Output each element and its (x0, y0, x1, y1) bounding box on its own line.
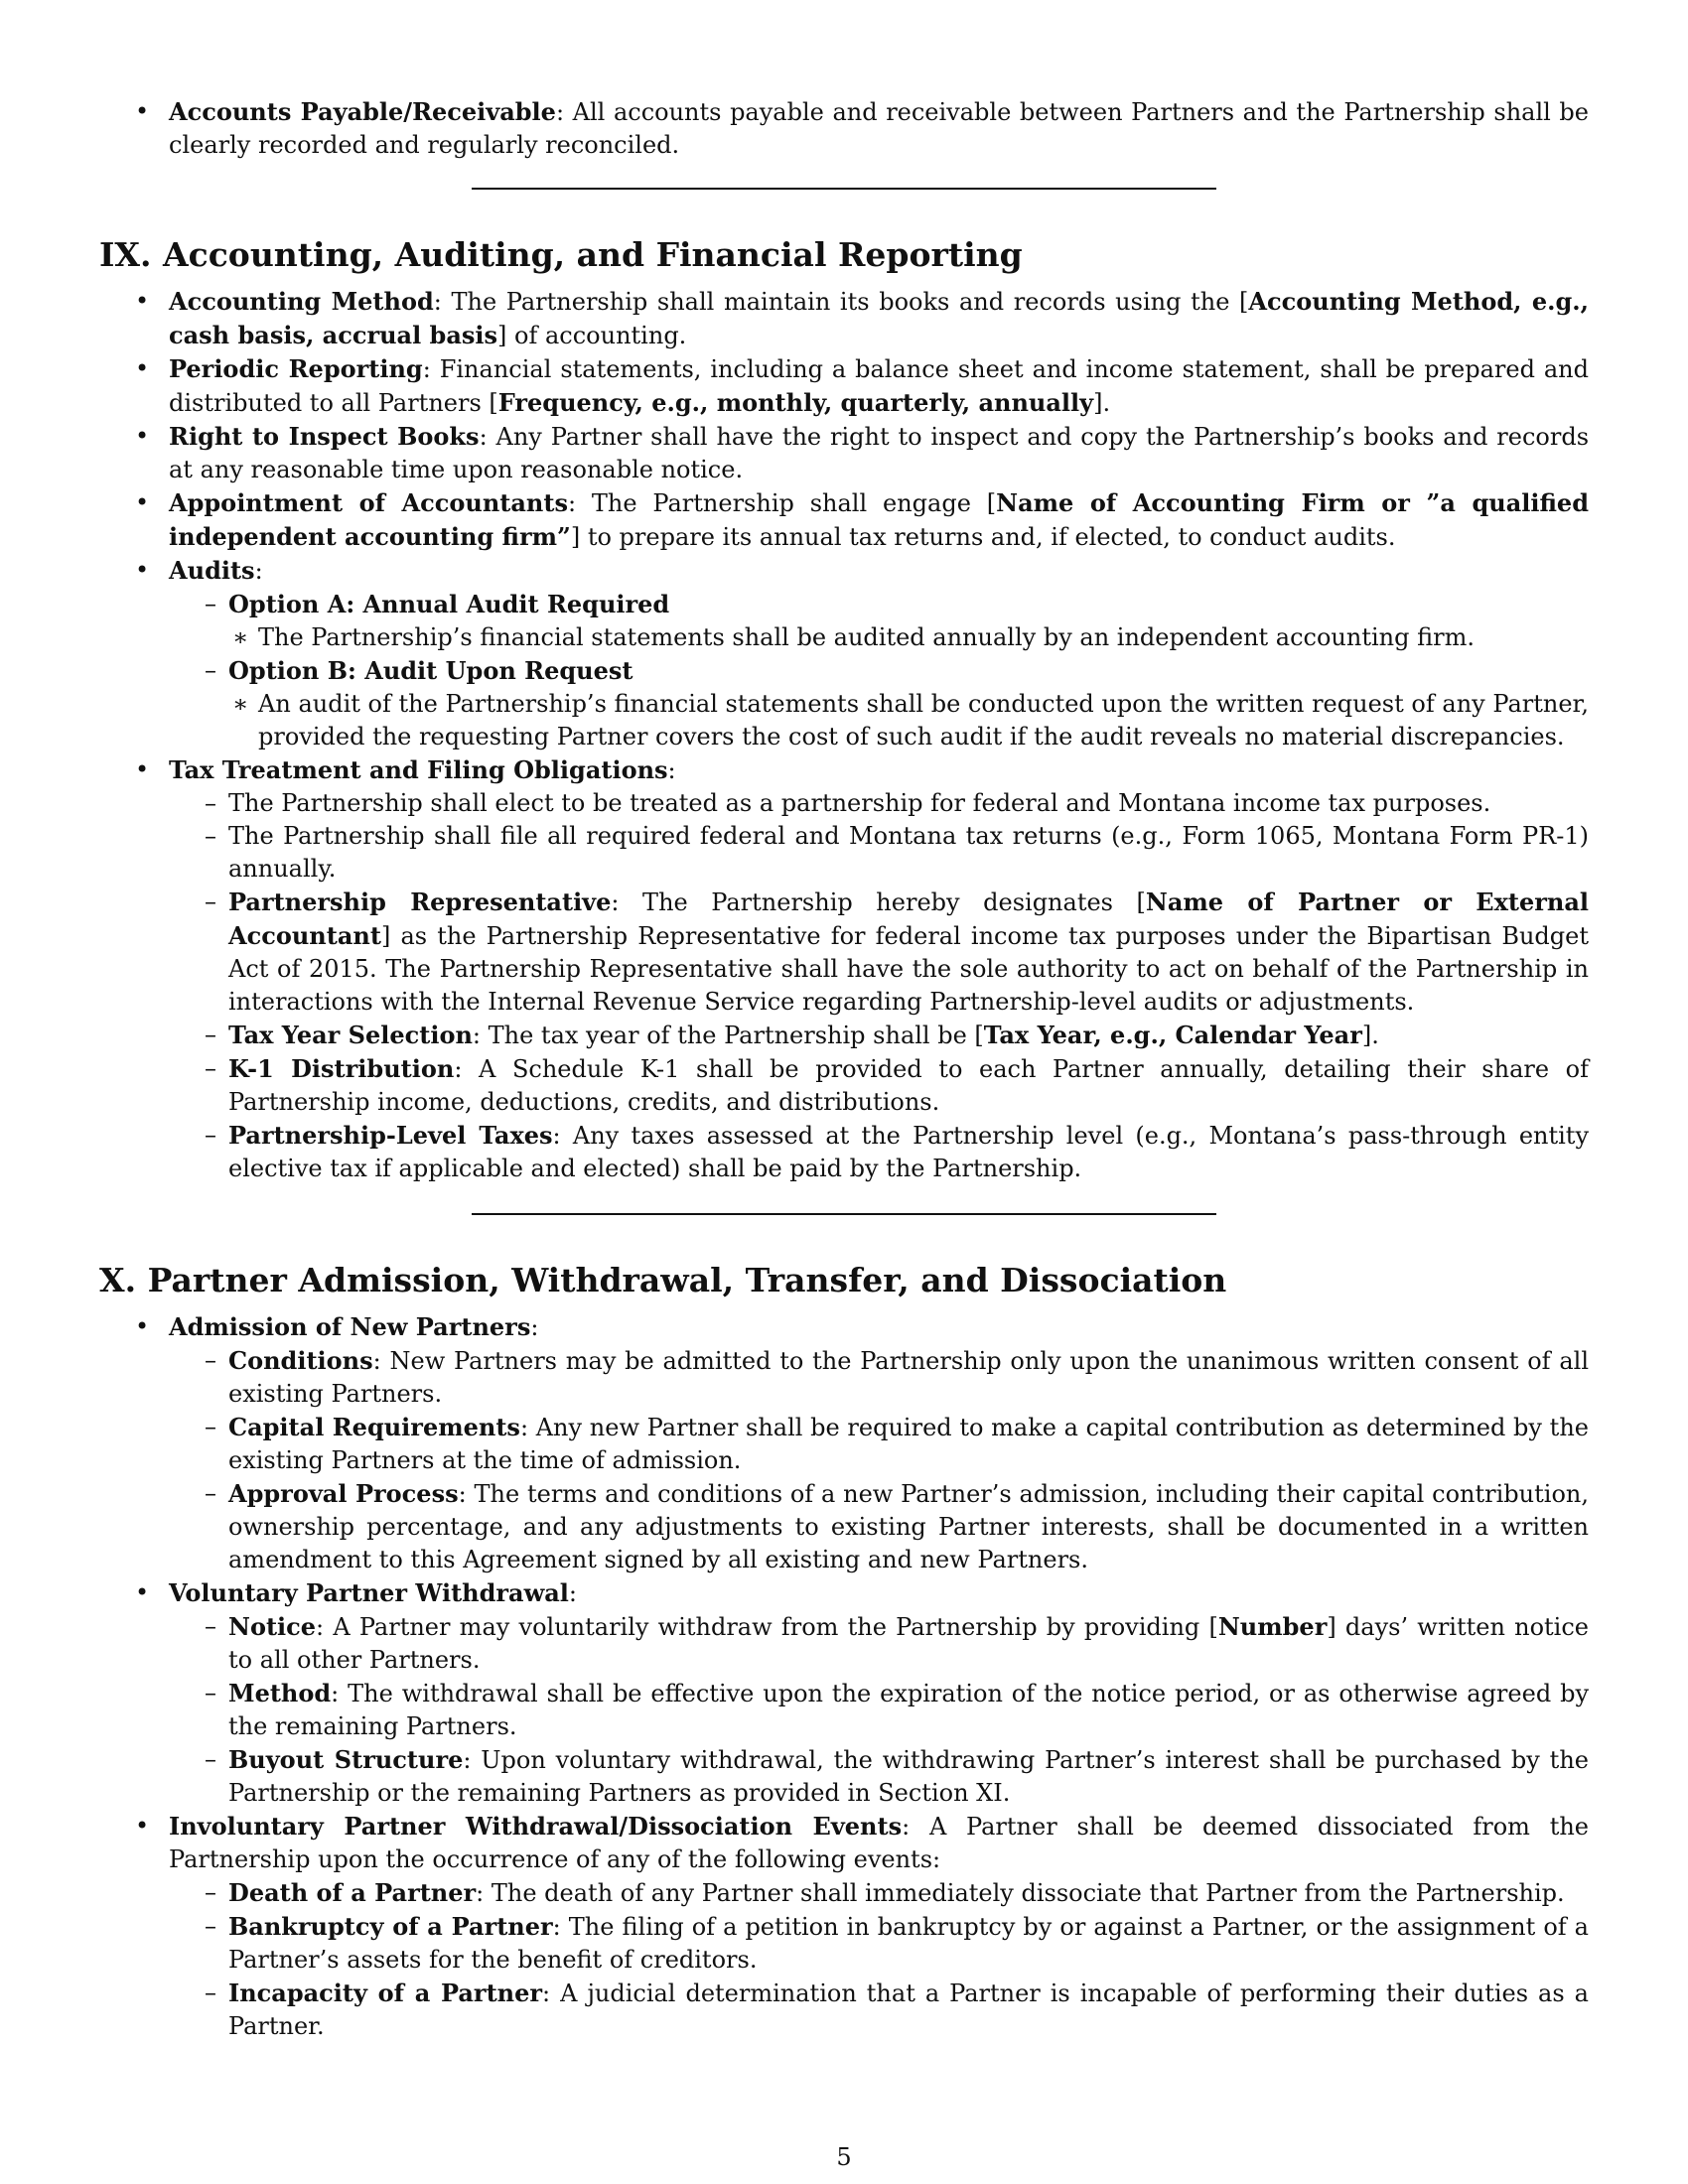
item-text: : (667, 756, 676, 784)
star-marker: ∗ (232, 690, 249, 718)
list-item (169, 1344, 1589, 1411)
item-term: Bankruptcy of a Partner (228, 1912, 553, 1941)
placeholder-text: Name of Partner or External Accountant (228, 887, 1590, 950)
dash-marker: – (205, 1346, 216, 1374)
item-text: : A Schedule K-1 shall be provided to each Partner annually, detailing their share of Partnership income, deductions, credits, and distributions. (228, 1055, 1590, 1116)
list-item (228, 688, 1589, 753)
dash-marker: – (205, 1912, 216, 1940)
item-term: Approval Process (228, 1479, 459, 1508)
section-divider (472, 188, 1216, 190)
list-item (99, 753, 1589, 1185)
dash-marker: – (205, 1878, 216, 1906)
list-item (169, 1119, 1589, 1185)
item-term: Accounts Payable/Receivable (169, 97, 556, 126)
item-text: The Partnership shall file all required federal and Montana tax returns (e.g., Form 1065, Montana Form PR-1) annually. (228, 822, 1589, 883)
item-term: Tax Treatment and Filing Obligations (169, 755, 668, 784)
bullet-marker: • (135, 488, 150, 516)
item-term: Notice (228, 1612, 317, 1641)
item-term: Partnership-Level Taxes (228, 1121, 553, 1150)
list-item (169, 1477, 1589, 1576)
item-text: : New Partners may be admitted to the Partnership only upon the unanimous written consent of all existing Partners. (228, 1347, 1589, 1408)
option-detail-list (228, 621, 1589, 654)
list-item (228, 621, 1589, 654)
item-text: : A judicial determination that a Partner is incapable of performing their duties as a Partner. (228, 1979, 1589, 2040)
item-term: Death of a Partner (228, 1878, 477, 1907)
list-item (169, 1677, 1589, 1743)
list-item (169, 1610, 1589, 1677)
item-term: Buyout Structure (228, 1745, 464, 1774)
item-text: ] of accounting. (497, 322, 687, 349)
page-content (99, 95, 1589, 2043)
list-item (169, 1977, 1589, 2043)
bullet-marker: • (135, 556, 150, 584)
involuntary-list (169, 1876, 1589, 2043)
list-item (169, 1876, 1589, 1910)
item-text: ]. (1093, 389, 1111, 417)
item-term: Audits (169, 556, 255, 585)
item-term: Appointment of Accountants (169, 488, 568, 517)
bullet-marker: • (135, 97, 150, 125)
item-term: Method (228, 1679, 332, 1707)
section-divider (472, 1213, 1216, 1215)
bullet-marker: • (135, 1578, 150, 1606)
item-term: Accounting Method (169, 287, 434, 316)
list-item (99, 95, 1589, 162)
dash-marker: – (205, 1612, 216, 1640)
list-item (99, 420, 1589, 486)
item-text: ] days’ written notice to all other Partners. (228, 1613, 1590, 1674)
item-text: : Financial statements, including a balance sheet and income statement, shall be prepared and distributed to all Partners [ (169, 355, 1590, 417)
list-item (169, 1743, 1589, 1810)
section-heading-x: X. Partner Admission, Withdrawal, Transfer, and Dissociation (99, 1261, 1227, 1299)
dash-marker: – (205, 1979, 216, 2006)
list-item (169, 886, 1589, 1019)
list-item (99, 352, 1589, 420)
bullet-marker: • (135, 1312, 150, 1340)
bullet-marker: • (135, 354, 150, 382)
list-item (169, 588, 1589, 654)
dash-marker: – (205, 1021, 216, 1048)
dash-marker: – (205, 1745, 216, 1773)
item-term: Incapacity of a Partner (228, 1979, 543, 2007)
item-text: ] as the Partnership Representative for federal income tax purposes under the Bipartisan Budget Act of 2015. The Partnership Representative shall have the sole authority to act on behalf of the Partnership in interactions with the Internal Revenue Service regarding Partnership-level audits or adjustments. (228, 922, 1589, 1016)
list-item (99, 1310, 1589, 1576)
tax-list (169, 787, 1589, 1185)
star-marker: ∗ (232, 623, 249, 651)
item-text: : The Partnership shall maintain its books and records using the [ (433, 288, 1249, 316)
item-text: ]. (1361, 1022, 1379, 1049)
placeholder-text: Frequency, e.g., monthly, quarterly, annually (497, 388, 1094, 417)
page-number: 5 (836, 2143, 852, 2171)
item-term: Partnership Representative (228, 887, 612, 916)
list-item (169, 1411, 1589, 1477)
list-item (169, 1019, 1589, 1052)
bullet-marker: • (135, 287, 150, 315)
admission-list (169, 1344, 1589, 1576)
item-text: : A Partner shall be deemed dissociated from the Partnership upon the occurrence of any of the following events: (169, 1813, 1589, 1873)
list-item (99, 1810, 1589, 2043)
option-title: Option A: Annual Audit Required (228, 590, 670, 618)
placeholder-text: Name of Accounting Firm or ”a qualified independent accounting firm” (169, 488, 1589, 551)
dash-marker: – (205, 1054, 216, 1082)
list-item (99, 554, 1589, 753)
item-text: : The death of any Partner shall immediately dissociate that Partner from the Partnership. (476, 1879, 1565, 1907)
item-text: : Any new Partner shall be required to make a capital contribution as determined by the existing Partners at the time of admission. (228, 1414, 1589, 1474)
item-text: : (530, 1313, 539, 1341)
item-text: : The filing of a petition in bankruptcy by or against a Partner, or the assignment of a Partner’s assets for the benefit of creditors. (228, 1913, 1589, 1974)
placeholder-text: Number (1217, 1612, 1328, 1641)
item-text: : Any taxes assessed at the Partnership level (e.g., Montana’s pass-through entity elective tax if applicable and elected) shall be paid by the Partnership. (228, 1122, 1589, 1182)
dash-marker: – (205, 590, 216, 617)
item-text: : Upon voluntary withdrawal, the withdrawing Partner’s interest shall be purchased by the Partnership or the remaining Partners as provided in Section XI. (228, 1746, 1589, 1807)
dash-marker: – (205, 789, 216, 817)
list-item (169, 787, 1589, 820)
bullet-marker: • (135, 755, 150, 783)
item-text: : Any Partner shall have the right to inspect and copy the Partnership’s books and records at any reasonable time upon reasonable notice. (169, 423, 1590, 483)
item-term: Periodic Reporting (169, 354, 423, 383)
dash-marker: – (205, 887, 216, 915)
option-title: Option B: Audit Upon Request (228, 656, 633, 685)
bullet-marker: • (135, 422, 150, 450)
item-text: : (254, 557, 263, 585)
item-text: : The withdrawal shall be effective upon the expiration of the notice period, or as otherwise agreed by the remaining Partners. (228, 1680, 1589, 1740)
item-term: Conditions (228, 1346, 373, 1375)
list-item (99, 1576, 1589, 1810)
placeholder-text: Tax Year, e.g., Calendar Year (983, 1021, 1362, 1049)
item-text: ] to prepare its annual tax returns and, if elected, to conduct audits. (570, 523, 1396, 551)
item-term: Tax Year Selection (228, 1021, 473, 1049)
list-item (99, 486, 1589, 554)
item-text: : All accounts payable and receivable between Partners and the Partnership shall be clearly recorded and regularly reconciled. (169, 98, 1589, 159)
item-term: Involuntary Partner Withdrawal/Dissociation Events (169, 1812, 903, 1841)
item-text: An audit of the Partnership’s financial statements shall be conducted upon the written request of any Partner, provided the requesting Partner covers the cost of such audit if the audit reveals no material discrepancies. (258, 690, 1589, 751)
item-text: : The Partnership hereby designates [ (611, 888, 1146, 916)
list-item (169, 820, 1589, 886)
item-text: : A Partner may voluntarily withdraw from the Partnership by providing [ (316, 1613, 1218, 1641)
item-term: Admission of New Partners (169, 1312, 531, 1341)
section-heading-ix: IX. Accounting, Auditing, and Financial Reporting (99, 235, 1023, 274)
item-text: : The terms and conditions of a new Partner’s admission, including their capital contribution, ownership percentage, and any adjustments to existing Partner interests, shall be documented in a written amendment to this Agreement signed by all existing and new Partners. (228, 1480, 1589, 1573)
audit-options-list (169, 588, 1589, 753)
item-text: The Partnership’s financial statements shall be audited annually by an independent accounting firm. (258, 623, 1475, 651)
item-text: : (568, 1579, 578, 1607)
voluntary-list (169, 1610, 1589, 1810)
dash-marker: – (205, 1121, 216, 1149)
dash-marker: – (205, 1413, 216, 1440)
option-detail-list (228, 688, 1589, 753)
list-item (99, 285, 1589, 352)
placeholder-text: Accounting Method, e.g., cash basis, accrual basis (169, 287, 1590, 349)
item-text: : The tax year of the Partnership shall be [ (472, 1022, 984, 1049)
bullet-marker: • (135, 1812, 150, 1840)
item-term: Right to Inspect Books (169, 422, 480, 451)
dash-marker: – (205, 656, 216, 684)
section-x-list (99, 1310, 1589, 2043)
item-term: Capital Requirements (228, 1413, 520, 1441)
section-ix-list (99, 285, 1589, 1185)
list-item (169, 1910, 1589, 1977)
item-term: Voluntary Partner Withdrawal (169, 1578, 569, 1607)
item-text: : The Partnership shall engage [ (567, 489, 997, 517)
list-item (169, 1052, 1589, 1119)
item-term: K-1 Distribution (228, 1054, 455, 1083)
top-list (99, 95, 1589, 162)
dash-marker: – (205, 1479, 216, 1507)
list-item (169, 654, 1589, 753)
dash-marker: – (205, 1679, 216, 1706)
item-text: The Partnership shall elect to be treated as a partnership for federal and Montana income tax purposes. (228, 789, 1491, 817)
dash-marker: – (205, 822, 216, 850)
